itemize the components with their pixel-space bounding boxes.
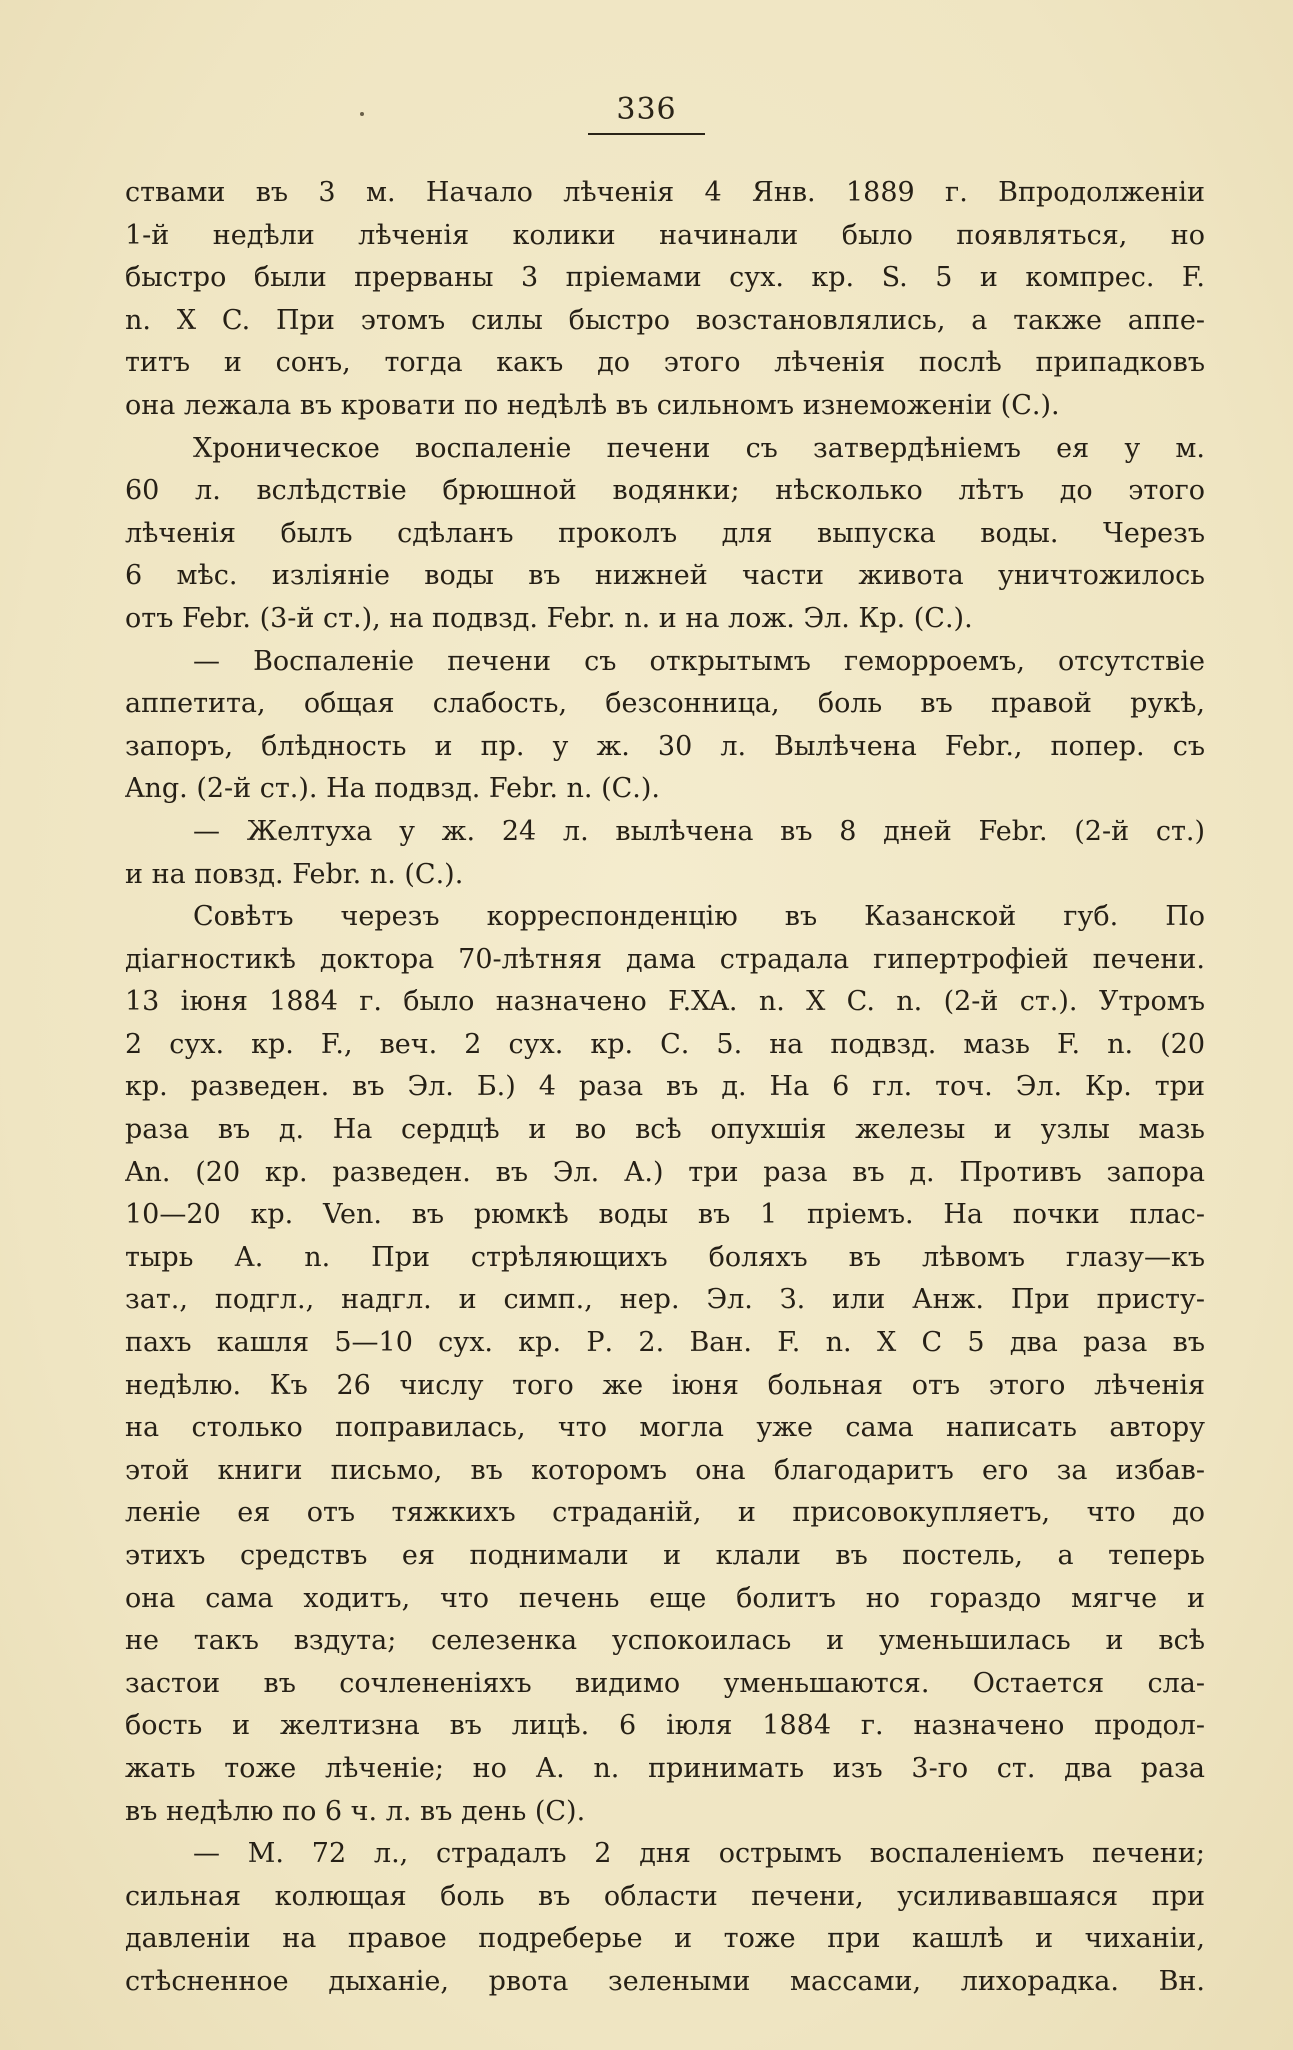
text-line: діагностикѣ доктора 70-лѣтняя дама страдала гипертрофіей печени. [125, 943, 1205, 975]
text-line: раза въ д. На сердцѣ и во всѣ опухшія железы и узлы мазь [125, 1114, 1205, 1146]
text-line: — М. 72 л., страдалъ 2 дня острымъ воспаленіемъ печени; [193, 1838, 1205, 1870]
print-speck [360, 112, 364, 116]
text-line: 60 л. вслѣдствіе брюшной водянки; нѣсколько лѣтъ до этого [125, 475, 1205, 507]
text-line: на столько поправилась, что могла уже сама написать автору [125, 1412, 1205, 1444]
text-line: 6 мѣс. изліяніе воды въ нижней части живота уничтожилось [125, 560, 1205, 592]
page-number: 336 [588, 92, 704, 135]
text-line: стѣсненное дыханіе, рвота зелеными массами, лихорадка. Вн. [125, 1965, 1205, 1997]
text-line: пахъ кашля 5—10 сух. кр. Р. 2. Ван. F. n. X C 5 два раза въ [125, 1327, 1205, 1359]
text-line: давленіи на правое подреберье и тоже при кашлѣ и чиханіи, [125, 1923, 1205, 1955]
text-line: этихъ средствъ ея поднимали и клали въ постель, а теперь [125, 1540, 1205, 1571]
text-line: она сама ходитъ, что печень еще болитъ но гораздо мягче и [125, 1582, 1205, 1614]
text-line: не такъ вздута; селезенка успокоилась и уменьшилась и всѣ [125, 1625, 1205, 1657]
text-line: жать тоже лѣченіе; но А. n. принимать изъ 3-го ст. два раза [125, 1752, 1205, 1784]
body-text [125, 172, 1205, 2004]
text-line: лѣченія былъ сдѣланъ проколъ для выпуска воды. Черезъ [125, 517, 1205, 549]
text-line: недѣлю. Къ 26 числу того же іюня больная отъ этого лѣченія [125, 1369, 1205, 1401]
text-line: въ недѣлю по 6 ч. л. въ день (С). [125, 1795, 586, 1827]
text-line: кр. разведен. въ Эл. Б.) 4 раза въ д. На 6 гл. точ. Эл. Кр. три [125, 1071, 1205, 1103]
text-line: застои въ сочлененіяхъ видимо уменьшаются. Остается сла- [125, 1667, 1205, 1699]
text-line: титъ и сонъ, тогда какъ до этого лѣченія послѣ припадковъ [125, 347, 1205, 379]
page-header [0, 92, 1293, 135]
text-line: аппетита, общая слабость, безсонница, боль въ правой рукѣ, [125, 688, 1205, 720]
text-line: зат., подгл., надгл. и симп., нер. Эл. З. или Анж. При присту- [125, 1284, 1205, 1316]
text-line: ствами въ 3 м. Начало лѣченія 4 Янв. 1889 г. Впродолженіи [125, 177, 1205, 208]
text-line: — Желтуха у ж. 24 л. вылѣчена въ 8 дней Febr. (2-й ст.) [193, 815, 1205, 847]
text-line: — Воспаленіе печени съ открытымъ геморроемъ, отсутствіе [193, 645, 1205, 677]
text-line: Ang. (2-й ст.). На подвзд. Febr. n. (С.). [125, 773, 660, 805]
text-line: 2 сух. кр. F., веч. 2 сух. кр. С. 5. на подвзд. мазь F. n. (20 [125, 1028, 1205, 1060]
text-line: отъ Febr. (3-й ст.), на подвзд. Febr. n. и на лож. Эл. Кр. (С.). [125, 602, 973, 634]
text-line: этой книги письмо, въ которомъ она благодаритъ его за избав- [125, 1454, 1205, 1486]
text-line: Хроническое воспаленіе печени съ затвердѣніемъ ея у м. [193, 432, 1205, 464]
text-line: 1-й недѣли лѣченія колики начинали было появляться, но [125, 219, 1205, 251]
text-line: Совѣтъ черезъ корреспонденцію въ Казанской губ. По [193, 901, 1205, 933]
text-line: тырь А. n. При стрѣляющихъ боляхъ въ лѣвомъ глазу—къ [125, 1241, 1205, 1273]
text-line: n. X C. При этомъ силы быстро возстановлялись, а также аппе- [125, 304, 1205, 336]
text-line: леніе ея отъ тяжкихъ страданій, и присовокупляетъ, что до [125, 1497, 1205, 1529]
text-line: и на повзд. Febr. n. (С.). [125, 858, 464, 890]
text-line: бость и желтизна въ лицѣ. 6 іюля 1884 г. назначено продол- [125, 1710, 1205, 1742]
text-line: An. (20 кр. разведен. въ Эл. А.) три раза въ д. Противъ запора [125, 1156, 1205, 1188]
text-line: сильная колющая боль въ области печени, усиливавшаяся при [125, 1880, 1205, 1912]
text-line: 13 іюня 1884 г. было назначено F.XA. n. X C. n. (2-й ст.). Утромъ [125, 986, 1205, 1018]
text-line: быстро были прерваны 3 пріемами сух. кр. S. 5 и компрес. F. [125, 262, 1205, 294]
text-line: запоръ, блѣдность и пр. у ж. 30 л. Вылѣчена Febr., попер. съ [125, 730, 1205, 762]
text-line: она лежала въ кровати по недѣлѣ въ сильномъ изнеможеніи (С.). [125, 389, 1060, 421]
text-line: 10—20 кр. Ven. въ рюмкѣ воды въ 1 пріемъ. На почки плас- [125, 1199, 1205, 1231]
